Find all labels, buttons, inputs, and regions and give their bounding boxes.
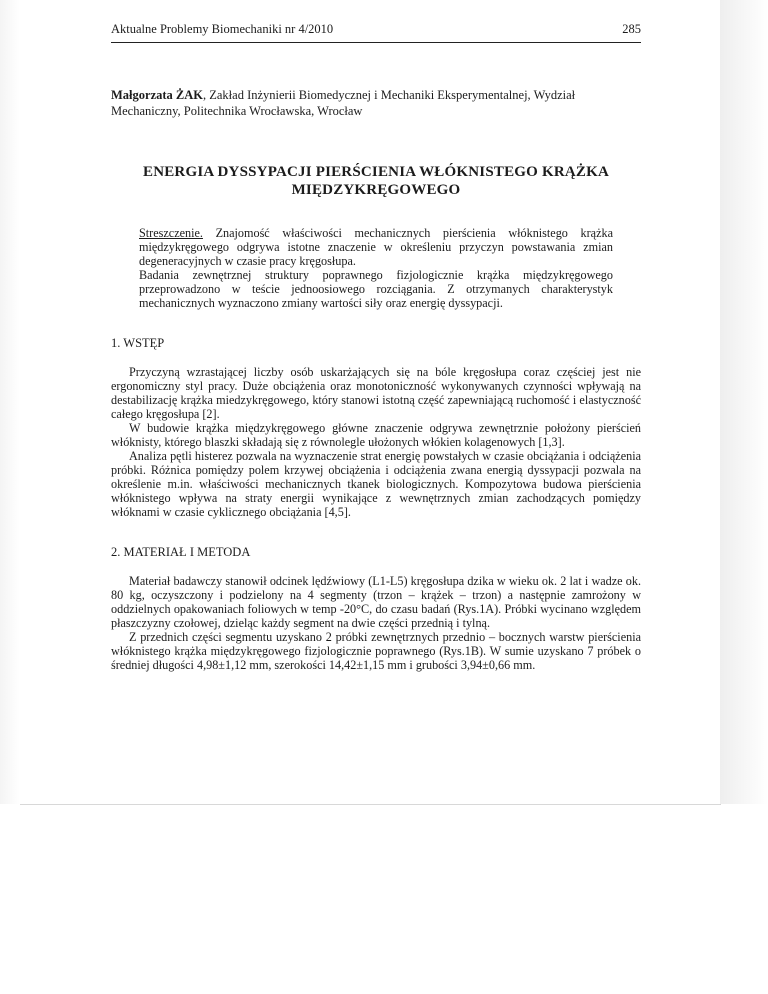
paragraph: Z przednich części segmentu uzyskano 2 próbki zewnętrznych przednio – bocznych warstw pierścienia włóknistego krążka międzykręgowego fizjologicznie poprawnego (Rys.1B). W sumie uzyskano 7 próbek o średniej długości 4,98±1,12 mm, szerokości 14,42±1,15 mm i grubości 3,94±0,66 mm. [111, 630, 641, 672]
author-name: Małgorzata ŻAK [111, 88, 203, 102]
paragraph: W budowie krążka międzykręgowego główne znaczenie odgrywa zewnętrznie położony pierścień włóknisty, którego blaszki składają się z równolegle ułożonych włókien kolagenowych [1,3]. [111, 421, 641, 449]
page-right-shadow [720, 0, 768, 804]
paragraph: Przyczyną wzrastającej liczby osób uskarżających się na bóle kręgosłupa coraz częściej jest nie ergonomiczny styl pracy. Duże obciążenia oraz monotoniczność wykonywanych czynności wpływają na destabilizację krążka miedzykręgowego, który stanowi istotną część zapewniającą ruchomość i elastyczność całego kręgosłupa [2]. [111, 365, 641, 421]
section-heading-intro: 1. WSTĘP [111, 336, 165, 350]
abstract-label: Streszczenie. [139, 226, 203, 240]
page-number: 285 [622, 22, 641, 36]
abstract-text-1: Znajomość właściwości mechanicznych pierścienia włóknistego krążka międzykręgowego odgrywa istotne znaczenie w określeniu przyczyn powstawania zmian degeneracyjnych w czasie pracy kręgosłupa. [139, 226, 613, 268]
paragraph: Analiza pętli histerez pozwala na wyznaczenie strat energię powstałych w czasie obciążania i odciążenia próbki. Różnica pomiędzy polem krzywej obciążenia i odciążenia zwana energią dyssypacji pozwala na określenie m.in. właściwości mechanicznych tkanek biologicznych. Kompozytowa budowa pierścienia włóknistego wpływa na straty energii wynikające z wewnętrznych zmian zachodzących pomiędzy włóknami w czasie cyklicznego obciążania [4,5]. [111, 449, 641, 519]
journal-title: Aktualne Problemy Biomechaniki nr 4/2010 [111, 22, 334, 36]
running-header [111, 22, 641, 43]
abstract-paragraph-1 [139, 226, 613, 268]
abstract-paragraph-2: Badania zewnętrznej struktury poprawnego fizjologicznie krążka międzykręgowego przeprowadzono w teście jednoosiowego rozciągania. Z otrzymanych charakterystyk mechanicznych wyznaczono zmiany wartości siły oraz energię dyssypacji. [139, 268, 613, 310]
article-title: ENERGIA DYSSYPACJI PIERŚCIENIA WŁÓKNISTEGO KRĄŻKA MIĘDZYKRĘGOWEGO [142, 164, 609, 198]
page-left-edge [0, 0, 20, 804]
paragraph: Materiał badawczy stanowił odcinek lędźwiowy (L1-L5) kręgosłupa dzika w wieku ok. 2 lat i wadze ok. 80 kg, oczyszczony i podzielony na 4 segmenty (trzon – krążek – trzon) a następnie zamrożony w oddzielnych opakowaniach foliowych w temp -20°C, do czasu badań (Rys.1A). Próbki wycinano względem płaszczyzny czołowej, dzieląc każdy segment na dwie części przednią i tylną. [111, 574, 641, 630]
section-body-intro [111, 365, 641, 519]
section-heading-methods: 2. MATERIAŁ I METODA [111, 545, 251, 559]
section-body-methods [111, 574, 641, 672]
abstract [139, 226, 613, 310]
article-content [111, 22, 641, 672]
author-affiliation: , Zakład Inżynierii Biomedycznej i Mechaniki Eksperymentalnej, Wydział Mechaniczny, Politechnika Wrocławska, Wrocław [111, 88, 576, 118]
author-block [111, 87, 641, 119]
